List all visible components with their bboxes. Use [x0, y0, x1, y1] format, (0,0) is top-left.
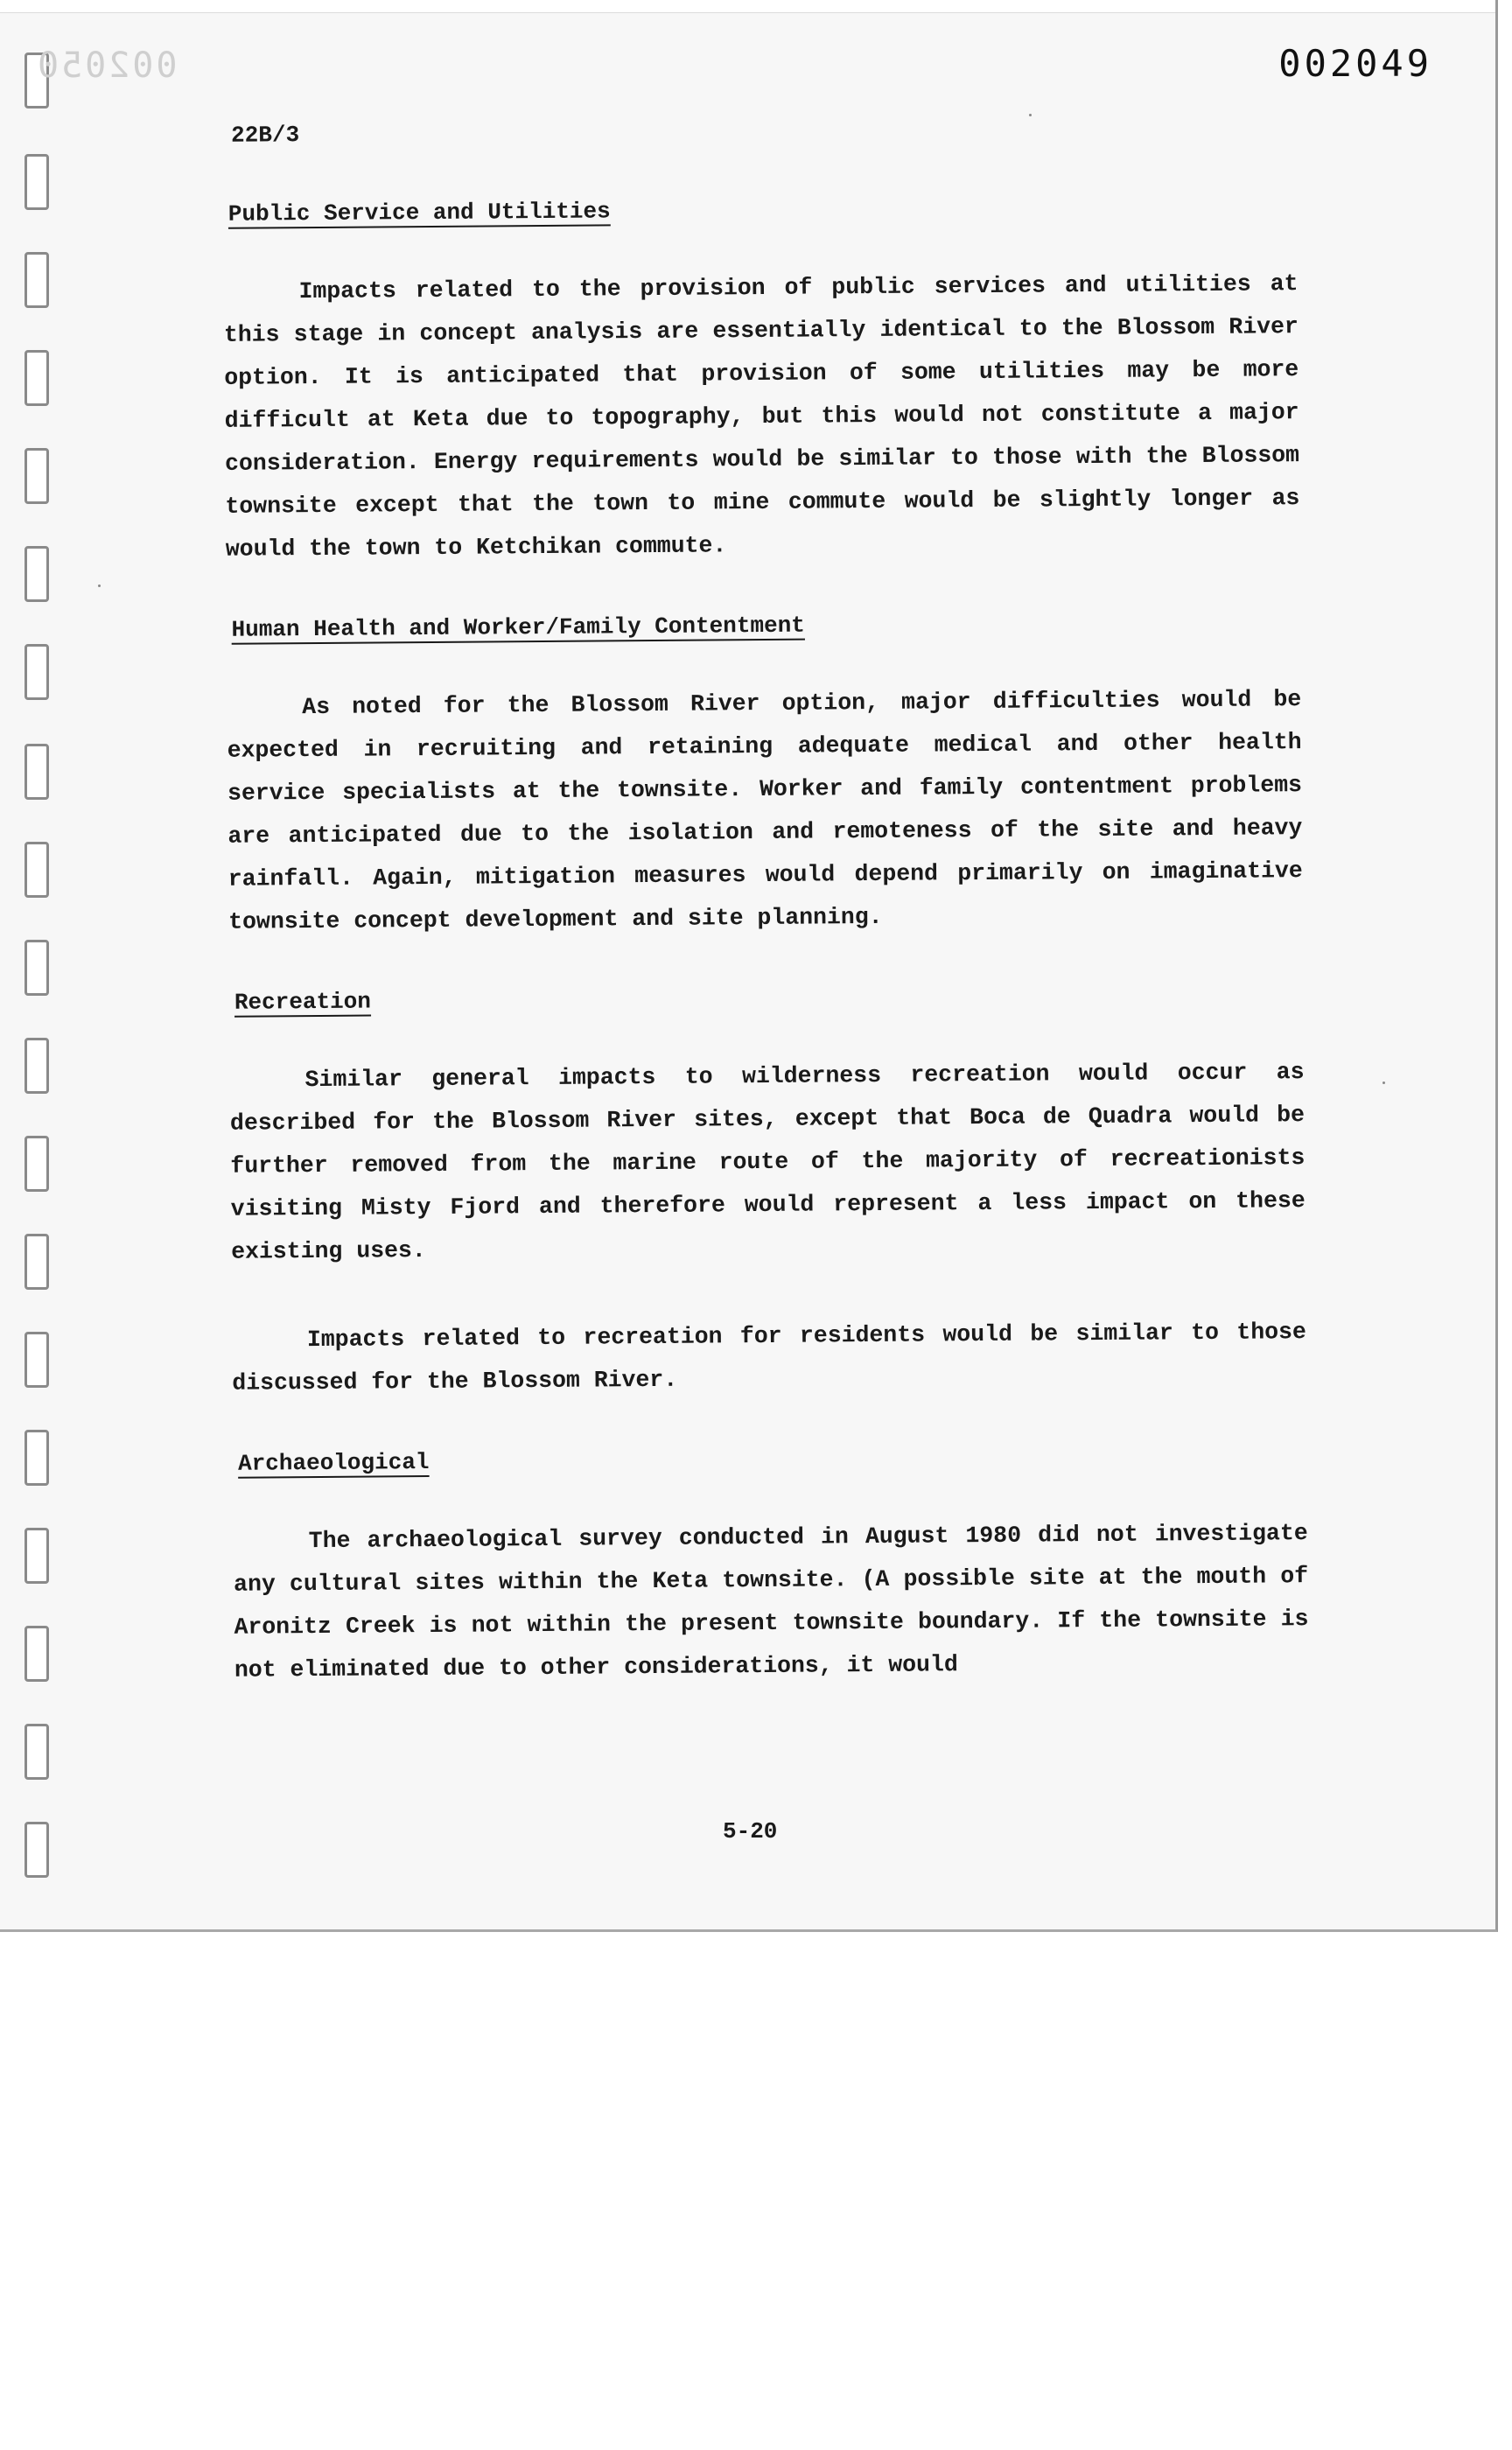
binder-hole: [24, 252, 49, 308]
page-number: 5-20: [723, 1818, 778, 1844]
binder-hole: [24, 350, 49, 406]
document-stamp-number: 002049: [1278, 42, 1432, 85]
binder-hole: [24, 1822, 49, 1878]
binder-hole: [24, 1724, 49, 1780]
section-heading-public-service: Public Service and Utilities: [228, 198, 611, 228]
binder-hole: [24, 1038, 49, 1094]
binder-holes: [24, 52, 60, 1890]
file-reference: 22B/3: [230, 122, 300, 149]
binder-hole: [24, 744, 49, 800]
binder-hole: [24, 940, 49, 996]
binder-hole: [24, 1430, 49, 1486]
paragraph: Impacts related to recreation for residents would be similar to those discussed for the Blossom River.: [232, 1319, 1307, 1396]
binder-hole: [24, 1234, 49, 1290]
paragraph: As noted for the Blossom River option, major difficulties would be expected in recruiting and retaining adequate medical and other health service specialists at the townsite. Worker and family contentment problems are anticipated due to the isolation and remoteness of the site and heavy rainfall. Again, mitigation measures would depend primarily on imaginative townsite concept development and site planning.: [227, 686, 1303, 935]
bleed-through-stamp: 002050: [35, 46, 178, 86]
binder-hole: [24, 546, 49, 602]
binder-hole: [24, 448, 49, 504]
binder-hole: [24, 1332, 49, 1388]
section-heading-human-health: Human Health and Worker/Family Contentment: [231, 612, 805, 643]
binder-hole: [24, 842, 49, 898]
binder-hole: [24, 154, 49, 210]
binder-hole: [24, 1626, 49, 1682]
paragraph: Impacts related to the provision of public services and utilities at this stage in concept analysis are essentially identical to the Blossom River option. It is anticipated that provision of some utilities may be more difficult at Keta due to topography, but this would not constitute a major consideration. Energy requirements would be similar to those with the Blossom townsite except that the town to mine commute would be slightly longer as would the town to Ketchikan commute.: [223, 270, 1300, 563]
paragraph: The archaeological survey conducted in August 1980 did not investigate any cultural sites within the Keta townsite. (A possible site at the mouth of Aronitz Creek is not within the present townsite boundary. If the townsite is not eliminated due to other considerations, it would: [234, 1520, 1309, 1684]
binder-hole: [24, 1528, 49, 1584]
page-top-edge: [0, 0, 1495, 13]
scan-speck: [1382, 1082, 1385, 1084]
binder-hole: [24, 1136, 49, 1192]
page-content: [203, 114, 1309, 1738]
section-heading-archaeological: Archaeological: [237, 1449, 430, 1477]
scan-speck: [98, 584, 101, 587]
section-heading-recreation: Recreation: [234, 988, 372, 1016]
paragraph: Similar general impacts to wilderness recreation would occur as described for the Blossom River sites, except that Boca de Quadra would be further removed from the marine route of the majority of recreationists visiting Misty Fjord and therefore would represent a less impact on these existing uses.: [229, 1059, 1306, 1265]
binder-hole: [24, 644, 49, 700]
